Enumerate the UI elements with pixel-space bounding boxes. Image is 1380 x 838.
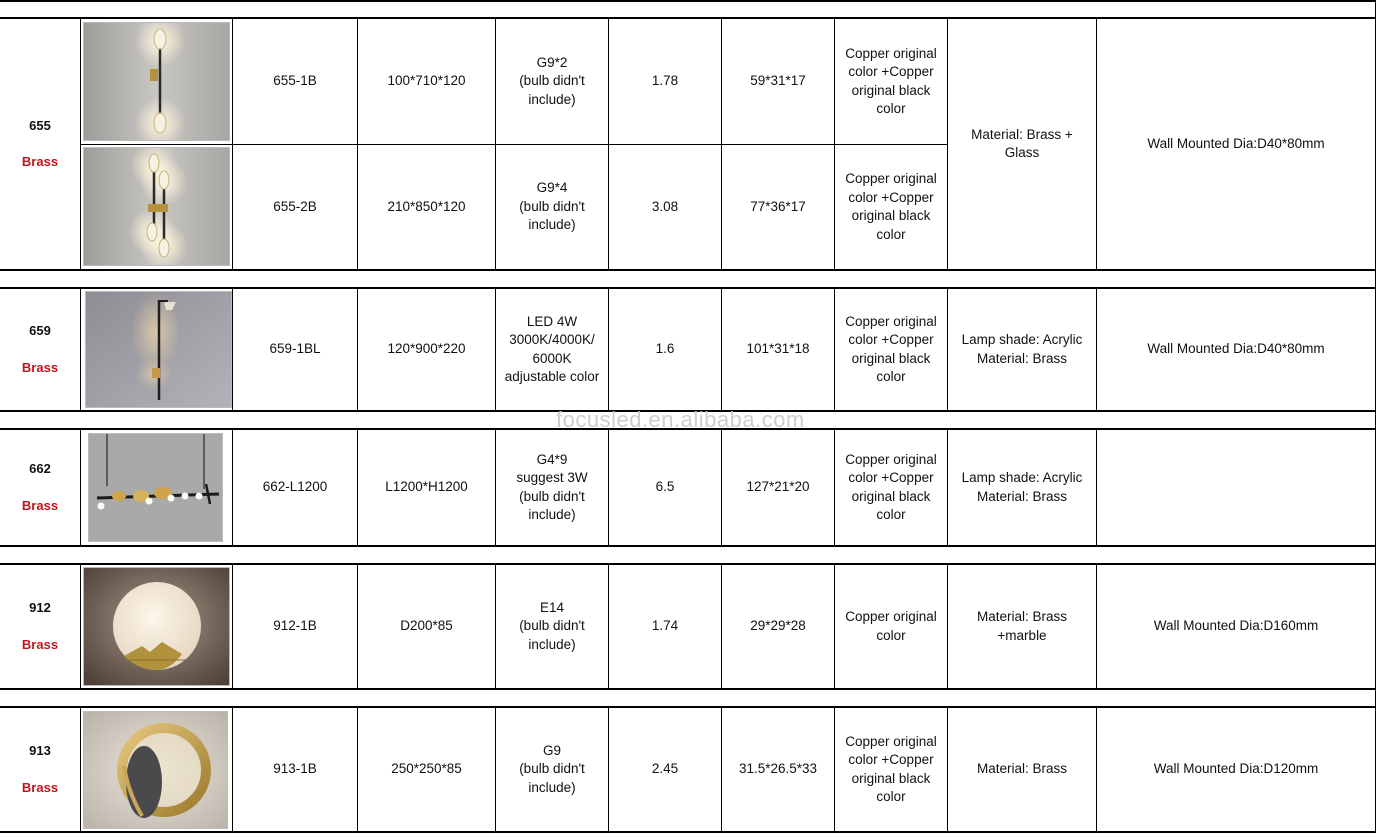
- rule: [0, 269, 1376, 271]
- weight-cell: 1.74: [651, 618, 679, 634]
- four-bud-wall-lamp-image: [83, 147, 230, 266]
- color-cell: Copper original color +Copper original black color: [845, 733, 937, 804]
- model-material-tag: Brass: [21, 779, 59, 795]
- model-number: 913: [29, 743, 51, 758]
- linear-pendant-lamp-image: [88, 433, 223, 542]
- weight-cell: 2.45: [651, 761, 679, 777]
- bulb-cell: G9*4 (bulb didn't include): [519, 180, 585, 233]
- carton-cell: 77*36*17: [750, 198, 806, 214]
- weight-cell: 3.08: [651, 198, 679, 214]
- color-cell: Copper original color +Copper original black color: [845, 451, 937, 522]
- rule: [0, 688, 1376, 690]
- double-bud-wall-lamp-image: [83, 22, 230, 141]
- model-cell: [0, 19, 80, 269]
- model-number: 655: [29, 117, 51, 133]
- size-cell: 250*250*85: [391, 761, 462, 777]
- material-cell: Lamp shade: Acrylic Material: Brass: [961, 332, 1083, 366]
- carton-cell: 31.5*26.5*33: [738, 761, 818, 777]
- model-material-tag: Brass: [21, 497, 59, 513]
- rule: [0, 831, 1376, 833]
- color-cell: Copper original color +Copper original black color: [845, 45, 937, 116]
- carton-cell: 29*29*28: [750, 618, 806, 634]
- item-number: 659-1BL: [269, 341, 321, 357]
- model-number: 662: [29, 461, 51, 476]
- rule: [0, 545, 1376, 547]
- size-cell: 120*900*220: [387, 341, 466, 357]
- base-cell: [1097, 430, 1375, 545]
- model-number: 912: [29, 600, 51, 615]
- model-number: 659: [29, 323, 51, 338]
- carton-cell: 127*21*20: [746, 479, 810, 495]
- weight-cell: 1.78: [651, 73, 679, 89]
- bulb-cell: E14 (bulb didn't include): [519, 599, 585, 652]
- model-cell: [0, 565, 80, 688]
- base-cell: Wall Mounted Dia:D40*80mm: [1147, 341, 1325, 357]
- pole-wall-lamp-image: [85, 291, 232, 408]
- model-material-tag: Brass: [21, 359, 59, 375]
- size-cell: D200*85: [400, 618, 453, 634]
- base-cell: Wall Mounted Dia:D40*80mm: [1147, 135, 1325, 151]
- watermark: focusled.en.alibaba.com: [556, 407, 805, 432]
- item-number: 655-1B: [273, 73, 317, 89]
- base-cell: Wall Mounted Dia:D160mm: [1153, 618, 1319, 634]
- size-cell: L1200*H1200: [385, 479, 468, 495]
- bulb-cell: G9*2 (bulb didn't include): [519, 54, 585, 107]
- round-marble-wall-lamp-image: [83, 567, 230, 686]
- item-number: 912-1B: [273, 618, 317, 634]
- base-cell: Wall Mounted Dia:D120mm: [1153, 761, 1319, 777]
- material-cell: Material: Brass + Glass: [971, 126, 1073, 160]
- model-cell: [0, 430, 80, 545]
- rule: [1375, 0, 1376, 833]
- item-number: 662-L1200: [262, 479, 328, 495]
- model-material-tag: Brass: [21, 636, 59, 652]
- carton-cell: 59*31*17: [750, 73, 806, 89]
- carton-cell: 101*31*18: [746, 341, 810, 357]
- bulb-cell: G4*9 suggest 3W (bulb didn't include): [516, 451, 588, 522]
- model-material-tag: Brass: [21, 154, 59, 169]
- weight-cell: 1.6: [655, 341, 675, 357]
- rule: [0, 0, 1376, 2]
- color-cell: Copper original color +Copper original black color: [845, 313, 937, 384]
- model-cell: [0, 289, 80, 410]
- model-cell: [0, 708, 80, 831]
- color-cell: Copper original color: [845, 609, 937, 643]
- material-cell: Material: Brass +marble: [976, 609, 1068, 643]
- color-cell: Copper original color +Copper original black color: [845, 171, 937, 242]
- ring-disc-wall-lamp-image: [83, 711, 228, 829]
- material-cell: Lamp shade: Acrylic Material: Brass: [961, 470, 1083, 504]
- size-cell: 210*850*120: [387, 198, 466, 214]
- size-cell: 100*710*120: [387, 73, 466, 89]
- weight-cell: 6.5: [655, 479, 675, 495]
- bulb-cell: LED 4W 3000K/4000K/ 6000K adjustable color: [504, 313, 600, 384]
- material-cell: Material: Brass: [976, 761, 1068, 777]
- item-number: 913-1B: [273, 761, 317, 777]
- bulb-cell: G9 (bulb didn't include): [519, 742, 585, 795]
- item-number: 655-2B: [273, 198, 317, 214]
